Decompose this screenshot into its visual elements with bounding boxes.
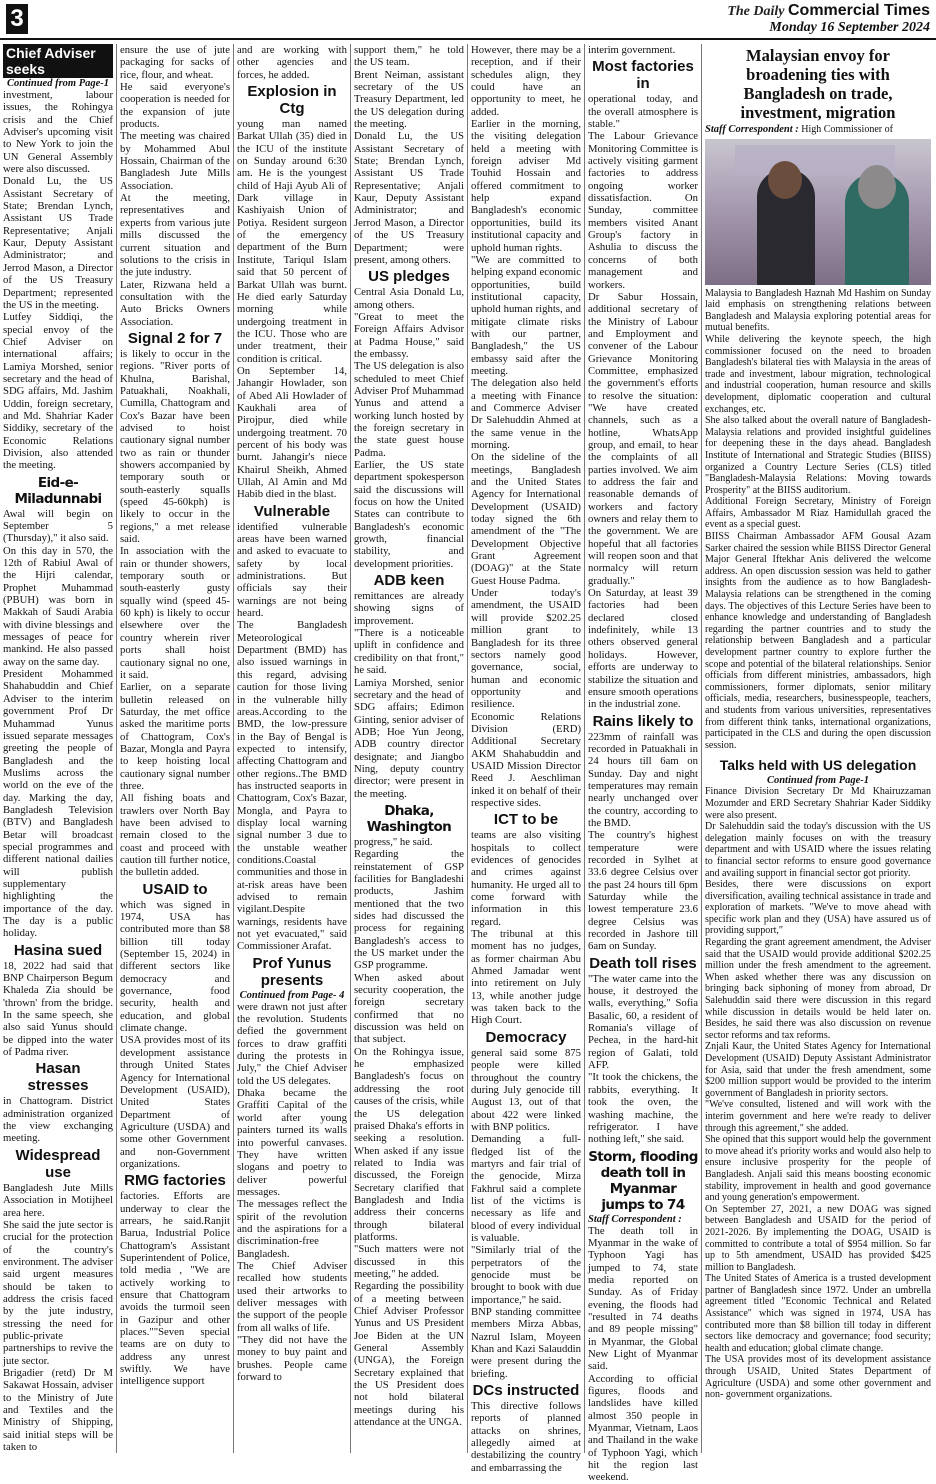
paragraph: Dr Salehuddin said the today's discussion with the US delegation mainly focuses on with the treasury department and with USAID where the issues relating to financial sector reforms to ensure good governance and availing support in financial sector got priority. — [705, 821, 931, 879]
eid-headline: Eid-e-Miladunnabi — [14, 474, 102, 507]
photo-person-right-head — [858, 165, 896, 209]
paragraph: "Such matters were not discussed in this meeting," he added. — [354, 1243, 464, 1280]
column-divider — [701, 44, 702, 1453]
paragraph: President Mohammed Shahabuddin and Chief Adviser to the interim government Prof Dr Muhammad Yunus issued separate messages greeting the people of Bangladesh and the Muslims across the world on the eve of the day. Marking the day, Bangladesh Television (BTV) and Bangladesh Betar will broadcast special programmes and different national dailies will publish supplementary highlighting the importance of the day. The day is a public holiday. — [3, 668, 113, 940]
column-6 — [588, 44, 698, 1484]
hasina-sued-headline: Hasina sued — [13, 941, 103, 959]
paragraph: "We've consulted, listened and will work with the interim government and here we're ready to deliver through this agreement," she added. — [705, 1099, 931, 1134]
paragraph: Znjali Kaur, the United States Agency for International Development (USAID) Deputy Assistant Administrator for Asia, said that under the fresh amendment, some $200 million support would be provided to the interim government of Bangladesh in priority sectors. — [705, 1041, 931, 1099]
paragraph: Lamiya Morshed, senior secretary and the head of SDG affairs; Edimon Ginting, senior adviser of ADB; Hoe Yun Jeong, ADB country director designate; and Jiangbo Ning, deputy country director; were present in the meeting. — [354, 676, 464, 800]
paragraph: general said some 875 people were killed throughout the country during July genocide till August 13, out of that about 422 were linked with BNP politics. — [471, 1046, 581, 1133]
us-pledges-headline: US pledges — [368, 268, 450, 286]
paragraph: The country's highest temperature were recorded in Sylhet at 33.6 degree Celsius over the past 24 hours till 6pm Saturday while the lowest temperature 23.6 degree Celsius was recorded in Jashore till 6am on Sunday. — [588, 829, 698, 953]
continued-label: Continued from Page- 4 — [239, 989, 345, 1001]
paragraph: were drawn not just after the revolution. Students defied the government forces to draw graffiti during the protests in July," the Chief Adviser told the US delegates. — [237, 1000, 347, 1087]
storm-flooding-headline-line1: Storm, flooding — [588, 1148, 698, 1165]
malaysian-envoy-headline: Malaysian envoy for broadening ties with Bangladesh on trade, investment, migration — [740, 46, 896, 122]
paper-name-prefix: The Daily — [727, 4, 788, 19]
paragraph: On the Rohingya issue, he emphasized Bangladesh's focus on addressing the root causes of the crisis, while the US delegation praised Dhaka's efforts in seeking a resolution. When asked if any issue related to India was discussed, the Foreign Secretary clarified that Bangladesh and India address their concerns through bilateral platforms. — [354, 1045, 464, 1243]
paragraph: The messages reflect the spirit of the revolution and the aspirations for a discrimination-free Bangladesh. — [237, 1198, 347, 1260]
democracy-headline: Democracy — [485, 1028, 567, 1046]
paragraph: "It took the chickens, the rabbits, everything. It took the oven, the washing machine, the refrigerator. I have nothing left," she said. — [588, 1071, 698, 1146]
paragraph: In association with the rain or thunder showers, temporary south or south-easterly gusty squally wind (speed 45-60 kph) is likely to occur elsewhere over the country wherein river ports shall hoist cautionary signal no one, it said. — [120, 545, 230, 681]
paragraph: "We are committed to helping expand economic opportunities, build institutional capacity, uphold human rights, and mitigate climate risks with our partner, Bangladesh," the US embassy said after the meeting. — [471, 253, 581, 377]
paragraph: The Bangladesh Meteorological Department (BMD) has also issued warnings in this regard, advising caution for those living in the vulnerable hilly areas.According to the BMD, the low-pressure in the Bay of Bengal is expected to intensify, affecting Chattogram and other regions..The BMD has instructed seaports in Chattogram, Cox's Bazar, Mongla, and Payra to display local warning signal number 3 due to the unstable weather conditions.Coastal communities and those in at-risk areas have been advised to remain vigilant.Despite warnings, residents have not yet evacuated," said Commissioner Arafat. — [237, 619, 347, 953]
paragraph: On Saturday, at least 39 factories had been declared closed indefinitely, while 13 others observed general holidays. However, efforts are underway to stabilize the situation and ensure smooth operations in the industrial zone. — [588, 587, 698, 711]
paragraph: This directive follows reports of planned attacks on shrines, allegedly aimed at destabilizing the country and embarrassing the — [471, 1400, 581, 1474]
paragraph: Earlier, on a separate bulletin released on Saturday, the met office asked the maritime ports of Chattogram, Cox's Bazar, Mongla and Payra to keep hoisting local cautionary signal number three. — [120, 681, 230, 792]
storm-flooding-headline-line3: Myanmar jumps to 74 — [601, 1180, 685, 1213]
paragraph: is likely to occur in the regions. "River ports of Khulna, Barishal, Patuakhali, Noakhali, Cumilla, Chattogram and Cox's Bazar have been advised to hoist cautionary signal number two as rain or thunder showers accompanied by temporary south or south-easterly squalls (speed 45-60kph) is likely to occur in the regions," a met release said. — [120, 347, 230, 546]
paragraph: On September 14, Jahangir Howlader, son of Abed Ali Howlader of Kaukhali area of Pirojpur, died while undergoing treatment. 70 percent of his body was burnt. Jahangir's niece Khairul Sheikh, Ahmed Ullah, Al Amin and Md Habib died in the blast. — [237, 364, 347, 501]
paragraph: USA provides most of its development assistance through United States Agency for International Development (USAID), United States Department of Agriculture (USDA) and some other Government and non-Government organizations. — [120, 1034, 230, 1170]
ict-headline: ICT to be — [493, 811, 559, 829]
storm-flooding-headline-line2: death toll in — [600, 1164, 686, 1181]
most-factories-headline: Most factories in — [592, 58, 694, 93]
paper-name-main: Commercial Times — [788, 2, 930, 19]
paragraph: On this day in 570, the 12th of Rabiul Awal of the Hijri calendar, Prophet Muhammad (PBUH) was born in Makkah of Saudi Arabia with divine blessings and messages of peace for mankind. He also passed away on the same day. — [3, 544, 113, 668]
paragraph: Lutfey Siddiqi, the special envoy of the Chief Adviser on international affairs; Lamiya Morshed, senior secretary and the head of SDG affairs, Md. Jashim Uddin, foreign secretary, and Md. Shahriar Kader Siddiky, secretary of the Economic Relations Division, also attended the meeting. — [3, 311, 113, 472]
usaid-headline: USAID to — [142, 880, 208, 898]
paragraph: 18, 2022 had said that BNP Chairperson Begum Khaleda Zia should be 'thrown' from the bridge. In the same speech, she also said Yunus should be dipped into the water of Padma river. — [3, 959, 113, 1059]
column-1 — [3, 44, 113, 1453]
paragraph: remittances are already showing signs of improvement. — [354, 590, 464, 627]
paragraph: Central Asia Donald Lu, among others. — [354, 286, 464, 311]
paragraph: The Chief Adviser recalled how students used their artworks to deliver messages with the support of the people from all walks of life. — [237, 1259, 347, 1334]
paragraph: Under today's amendment, the USAID will provide $202.25 million grant to Bangladesh for its three sectors namely good governance, social, human and economic opportunity and resilience. — [471, 587, 581, 711]
explosion-headline: Explosion in Ctg — [247, 83, 337, 118]
talks-held-headline: Talks held with US delegation — [719, 757, 917, 774]
paragraph: support them," he told the US team. — [354, 44, 464, 69]
column-divider — [467, 44, 468, 1453]
paragraph: Additional Foreign Secretary, Ministry of Foreign Affairs, Ambassador M Riaz Hamidullah graced the event as a special guest. — [705, 496, 931, 531]
paragraph: BNP standing committee members Mirza Abbas, Nazrul Islam, Moyeen Khan and Kazi Salauddin were present during the briefing. — [471, 1306, 581, 1380]
paragraph: At the meeting, representatives and experts from various jute mills discussed the current situation and solutions to the crisis in the jute industry. — [120, 192, 230, 279]
paragraph: Economic Relations Division (ERD) Additional Secretary AKM Shahabuddin and USAID Mission Director Reed J. Aeschliman inked it on behalf of their respective sides. — [471, 710, 581, 809]
paragraph: Dhaka became the Graffiti Capital of the world after young painters turned its walls into powerful canvases. They have written slogans and poetry to deliver powerful messages. — [237, 1087, 347, 1198]
paragraph: On the sideline of the meetings, Bangladesh and the United States Agency for International Development (USAID) today signed the 6th amendment of the "The Development Objective Grant Agreement (DOAG)" at the State Guest House Padma. — [471, 451, 581, 587]
masthead — [0, 0, 936, 40]
byline-paragraph — [705, 124, 931, 136]
paragraph: "Great to meet the Foreign Affairs Advisor at Padma House," said the embassy. — [354, 310, 464, 360]
paragraph: She said the jute sector is crucial for the protection of the country's environment. The adviser said urgent measures should be taken to address the crisis faced by the jute industry, stressing the need for public-private partnerships to revive the jute sector. — [3, 1218, 113, 1367]
paragraph: Brent Neiman, assistant secretary of the US Treasury Department, led the US delegation during the meeting. — [354, 68, 464, 131]
paragraph: Earlier, the US state department spokesperson said the discussions will focus on how the United States can contribute to Bangladesh's economic growth, financial stability, and development priorities. — [354, 459, 464, 570]
paragraph: 223mm of rainfall was recorded in Patuakhali in 24 hours till 6am on Sunday. Day and night temperatures may remain nearly unchanged over the country, according to the BMD. — [588, 730, 698, 829]
paragraph: which was signed in 1974, USA has contributed more than $8 billion till today (September 15, 2024) in different sectors like democracy and governance, food security, health and education, and global climate change. — [120, 898, 230, 1035]
paragraph: He said everyone's cooperation is needed for the expansion of jute products. — [120, 81, 230, 131]
paragraph: Regarding the reinstatement of GSP facilities for Bangladeshi products, Jashim mentioned that the two sides had discussed the process for regaining Bangladesh's access to the US market under the GSP programme. — [354, 848, 464, 972]
paragraph: The USA provides most of its development assistance through USAID, United States Department of Agriculture (USDA) and some other government and non- government organizations. — [705, 1354, 931, 1401]
paragraph: Dr Sabur Hossain, additional secretary of the Ministry of Labour and Employment and convener of the Labour Grievance Monitoring Committee, emphasized the government's efforts to resolve the situation: "We have created channels, such as a hotline, WhatsApp group, and email, to hear the complaints of all parties involved. We aim to address the fair and reasonable demands of workers and factory owners and relay them to the government. We are hopeful that all factories will reopen soon and that normalcy will return gradually." — [588, 290, 698, 587]
paragraph: operational today, and the overall atmosphere is stable." — [588, 93, 698, 131]
paragraph: The death toll in Myanmar in the wake of Typhoon Yagi has jumped to 74, state media reported on Sunday. As of Friday evening, the floods had "resulted in 74 deaths and 89 people missing" in Myanmar, the Global New Light of Myanmar said. — [588, 1224, 698, 1373]
column-2 — [120, 44, 230, 1453]
paragraph: All fishing boats and trawlers over North Bay have been advised to remain closed to the coast and proceed with caution till further notice, the bulletin added. — [120, 792, 230, 879]
paragraph: Donald Lu, the US Assistant Secretary of State; Brendan Lynch, Assistant US Trade Representative; Anjali Kaur, Deputy Assistant Administrator; and Jerrod Mason, a Director of the US Treasury Department; represented the US in the meeting. — [3, 175, 113, 311]
signal-headline: Signal 2 for 7 — [127, 329, 223, 347]
paragraph: Malaysia to Bangladesh Haznah Md Hashim on Sunday laid emphasis on strengthening relations between Bangladesh and Malaysia exploring potential areas for mutual benefits. — [705, 287, 931, 334]
masthead-rule — [0, 38, 936, 40]
paragraph: identified vulnerable areas have been warned and asked to evacuate to safety by local administrations. But officials say their warnings are not being heard. — [237, 520, 347, 620]
paragraph: She opined that this support would help the government to move ahead it's priority works and would also help to ensure inclusive prosperity for the people of Bangladesh. Anjali said this means boosting economic stability, improvement in health and good governance and young generation's empowerment. — [705, 1134, 931, 1204]
hasan-stresses-headline: Hasan stresses — [27, 1060, 89, 1095]
paragraph: BIISS Chairman Ambassador AFM Gousal Azam Sarker chaired the session while BIISS Director General Major General Iftekhar Anis delivered the welcome address. An open discussion session was held to gather insights from the audience as to how Bangladesh-Malaysia relations can be strengthened in the coming days. The objectives of this Lecture Series have been to enhance knowledge and understanding of Bangladesh regarding the partner countries and to study the relationship between Bangladesh and a particular development partner country to explore further the scope and potential of the bilateral relationships. Senior officials from different ministries, ambassadors, high commissioners, former diplomats, senior military officials, media, researchers, businesspeople, teachers, and students from various universities, representatives from different think tanks, international organizations, participated in the CLS and during the open discussion session. — [705, 531, 931, 751]
paragraph: Donald Lu, the US Assistant Secretary of State; Brendan Lynch, Assistant US Trade Representative; Anjali Kaur, Deputy Assistant Administrator; and Jerrod Mason, a Director of the US Treasury Department; were present, among others. — [354, 130, 464, 266]
paragraph: While delivering the keynote speech, the high commissioner focused on the need to broaden Bangladesh's bilateral ties with Malaysia in the areas of trade and investment, labour migration, technological and industrial cooperation, human resource and skills development, diplomatic cooperation and cultural exchanges, etc. — [705, 333, 931, 415]
paragraph: The tribunal at this moment has no judges, as former chairman Abu Ahmed Jamadar went into retirement on July 13, while another judge was taken back to the High Court. — [471, 928, 581, 1027]
continued-label: Continued from Page-1 — [6, 78, 110, 89]
paragraph: Awal will begin on September 5 (Thursday)," it also said. — [3, 507, 113, 545]
photo-person-left-head — [768, 161, 802, 199]
paragraph: "There is a noticeable uplift in confidence and credibility on that front," he said. — [354, 627, 464, 677]
column-divider — [350, 44, 351, 1453]
widespread-use-headline: Widespread use — [15, 1146, 101, 1181]
paragraph: ensure the use of jute packaging for sacks of rice, flour, and wheat. — [120, 44, 230, 81]
paper-name — [727, 2, 930, 20]
column-3 — [237, 44, 347, 1453]
paragraph: When asked about security cooperation, the foreign secretary confirmed that no discussion was held on that subject. — [354, 971, 464, 1046]
paragraph: factories. Efforts are underway to clear the arrears, he said.Ranjit Barua, Industrial Police Chattogram's Assistant Superintendent of Police, told media , "We are actively working to ensure that Chattogram avoids the turmoil seen in Gazipur and other places.""Seven special teams are on duty to address any unrest swiftly. We have intelligence support — [120, 1190, 230, 1388]
paragraph: teams are also visiting hospitals to collect evidences of genocides and crimes against humanity. He urged all to come forward with information in this regard. — [471, 829, 581, 928]
rmg-factories-headline: RMG factories — [124, 1172, 226, 1190]
paragraph: She also talked about the overall nature of Bangladesh-Malaysia relations and provided insightful guidelines for deepening these in the days ahead. Bangladesh Institute of International and Strategic Studies (BIISS) organized a Country Lecture Series (CLS) titled "Bangladesh-Malaysia Relations: Moving towards Prosperity" at the BIISS auditorium. — [705, 415, 931, 496]
paragraph: The meeting was chaired by Mohammed Abul Hossain, Chairman of the Bangladesh Jute Mills Association. — [120, 130, 230, 192]
paragraph: interim government. — [588, 44, 676, 56]
column-divider — [116, 44, 117, 1453]
paragraph: Finance Division Secretary Dr Md Khairuzzaman Mozumder and ERD Secretary Shahriar Kader Siddiky were also present. — [705, 786, 931, 821]
byline: Staff Correspondent : — [588, 1213, 682, 1225]
paragraph: and are working with other agencies and forces, he added. — [237, 44, 347, 81]
issue-date: Monday 16 September 2024 — [769, 20, 930, 35]
column-5 — [471, 44, 581, 1474]
column-divider — [233, 44, 234, 1453]
byline: Staff Correspondent : — [705, 124, 799, 135]
paragraph: Regarding the possibility of a meeting between Chief Adviser Professor Yunus and US President Joe Biden at the UN General Assembly (UNGA), the Foreign Secretary explained that the US President does not hold bilateral meetings during his attendance at the UNGA. — [354, 1280, 464, 1429]
paragraph: investment, labour issues, the Rohingya crisis and the Chief Adviser's upcoming visit to New York to join the UN General Assembly were also discussed. — [3, 89, 113, 176]
news-photo — [705, 139, 931, 285]
paragraph: young man named Barkat Ullah (35) died in the ICU of the institute on Sunday around 6:30 am. He is the youngest child of Haji Ayub Ali of Dark village in Kashiyaish Union of Potiya. Resident surgeon of the emergency department of the Burn Institute, Tariqul Islam said that 50 percent of Barkat Ullah was burnt. He died early Saturday morning while undergoing treatment in the ICU. Those who are under treatment, their condition is critical. — [237, 118, 347, 365]
paragraph: in Chattogram. District administration organized the view exchanging meeting. — [3, 1095, 113, 1145]
paragraph: Demanding a full-fledged list of the martyrs and fair trial of the genocide, Mirza Fakhrul said a complete list of the victims is necessary as life and blood of every individual is valuable. — [471, 1133, 581, 1244]
paragraph: However, there may be a reception, and if their schedules align, they could have an opportunity to meet, he added. — [471, 44, 581, 118]
rains-likely-headline: Rains likely to — [592, 712, 694, 730]
paragraph: Bangladesh Jute Mills Association in Motijheel area here. — [3, 1181, 113, 1219]
vulnerable-headline: Vulnerable — [253, 502, 331, 520]
paragraph: According to official figures, floods and landslides have killed almost 350 people in Myanmar, Vietnam, Laos and Thailand in the wake of Typhoon Yagi, which hit the region last weekend. — [588, 1372, 698, 1484]
paragraph: The delegation also held a meeting with Finance and Commerce Adviser Dr Salehuddin Ahmed at the same venue in the morning. — [471, 377, 581, 451]
paragraph: progress," he said. — [354, 835, 433, 848]
dcs-instructed-headline: DCs instructed — [472, 1382, 580, 1400]
column-4 — [354, 44, 464, 1453]
paragraph: "Similarly trial of the perpetrators of the genocide must be brought to book with due importance," he said. — [471, 1244, 581, 1306]
paragraph: Brigadier (retd) Dr M Sakawat Hossain, adviser to the Ministry of Jute and Textiles and the Ministry of Shipping, said initial steps will be taken to — [3, 1366, 113, 1454]
paragraph: The Labour Grievance Monitoring Committee is actively visiting garment factories to address ongoing worker dissatisfaction. On Sunday, committee members visited Anant Group's factory in Ashulia to discuss the concerns of both management and workers. — [588, 130, 698, 291]
paragraph: On September 27, 2021, a new DOAG was signed between Bangladesh and USAID for the period of 2021-2026. By implementing the DOAG, USAID is committed to contribute a total of $954 million. So far up to 5th amendment, USAID has provided $425 million to Bangladesh. — [705, 1203, 931, 1273]
column-7 — [705, 44, 931, 1453]
paragraph: Later, Rizwana held a consultation with the Auto Bricks Owners Association. — [120, 278, 230, 328]
paragraph: Regarding the grant agreement amendment, the Adviser said that the USAID would provide additional $202.25 million under the fresh amendment to the agreement. When asked whether there was any discussion on bringing back siphoning of money from abroad, Dr Salehuddin said there were discussion in this regard while discussion in details would be held later on. Besides, he said there was also discussion on revenue sector reforms and tax reforms. — [705, 937, 931, 1041]
paragraph: Besides, there were discussions on export diversification, availing technical assistance in trade and exploration of markets. "We've to move ahead with specific work plan and they (USA) have assured us of providing support," — [705, 879, 931, 937]
page-number: 3 — [6, 4, 28, 34]
paragraph: The US delegation is also scheduled to meet Chief Adviser Prof Muhammad Yunus and attend a working lunch hosted by the foreign secretary in the state guest house Padma. — [354, 360, 464, 459]
continued-label: Continued from Page-1 — [766, 775, 870, 787]
prof-yunus-headline: Prof Yunus presents — [252, 954, 332, 989]
death-toll-rises-headline: Death toll rises — [589, 954, 697, 972]
masthead-right — [727, 2, 930, 36]
chief-adviser-headline: Chief Adviser seeks — [3, 44, 113, 78]
paragraph: The United States of America is a trusted development partner of Bangladesh since 1972. Under an umbrella agreement titled "Economic Technical and Related Assistance" which was signed in 1974, USA has contributed more than $8 billion till today in different sectors like democracy and governance; food security; health and education; global climate change. — [705, 1273, 931, 1354]
paragraph: "They did not have the money to buy paint and brushes. People came forward to — [237, 1334, 347, 1384]
paragraph: Earlier in the morning, the visiting delegation held a meeting with foreign adviser Md Touhid Hossain and offered commitment to help expand Bangladesh's economic opportunities, build its institutional capacity and uphold human rights. — [471, 118, 581, 254]
chief-adviser-headline-wrap — [3, 44, 113, 78]
adb-keen-headline: ADB keen — [373, 572, 445, 590]
lead-text: High Commissioner of — [801, 124, 893, 135]
dhaka-washington-headline: Dhaka, Washington — [366, 802, 452, 835]
column-divider — [584, 44, 585, 1453]
paragraph: "The water came into the house, it destroyed the walls, everything," Sofia Basalic, 60, a resident of Romania's village of Pechea, in the hard-hit region of Galati, told AFP. — [588, 972, 698, 1072]
